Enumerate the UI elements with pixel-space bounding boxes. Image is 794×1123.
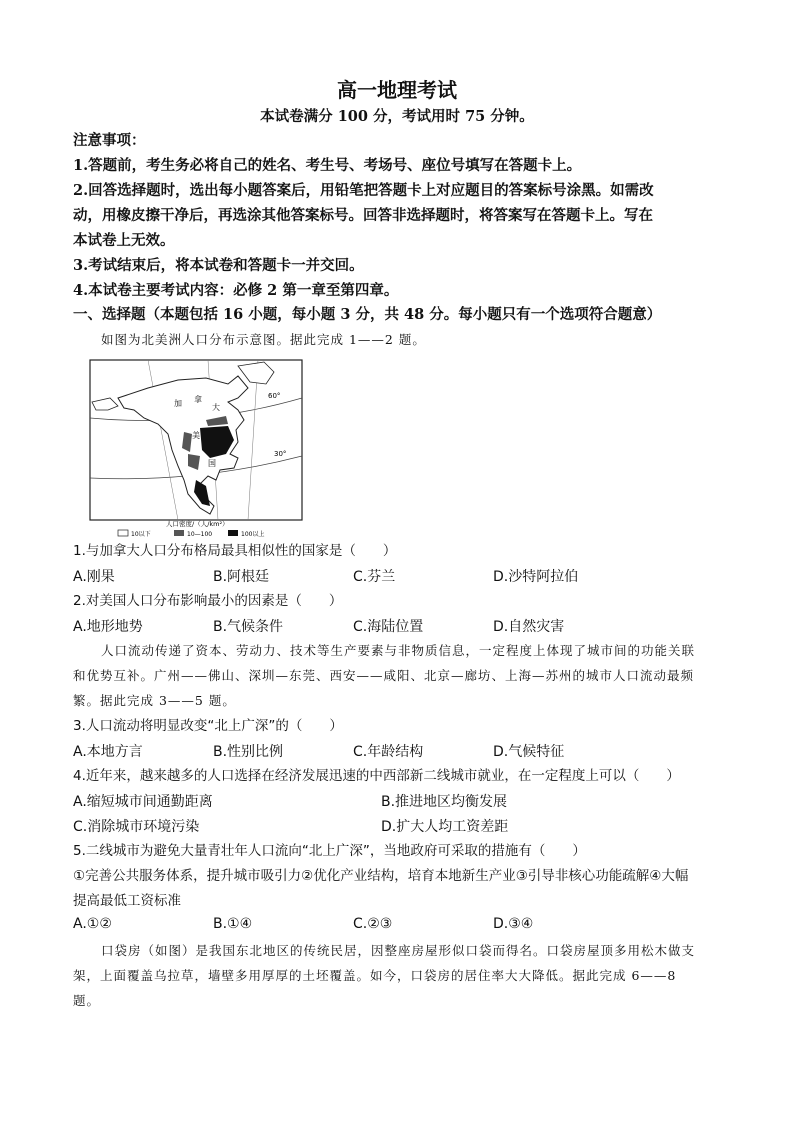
q2-option-d[interactable]: D.自然灾害 <box>493 619 565 635</box>
question-3-options <box>73 741 733 761</box>
intro-q6-8-line-2: 架，上面覆盖乌拉草，墙壁多用厚厚的土坯覆盖。如今，口袋房的居住率大大降低。据此完成 6——8 <box>73 968 677 983</box>
question-1-stem: 1.与加拿大人口分布格局最具相似性的国家是（ ） <box>73 543 397 559</box>
q1-option-b[interactable]: B.阿根廷 <box>213 569 270 585</box>
legend-label-low: 10以下 <box>131 531 151 538</box>
question-4-options-row-1 <box>73 791 733 811</box>
map-label-jia: 加 <box>174 399 182 408</box>
page-title: 高一地理考试 <box>337 78 457 102</box>
map-label-mei: 美 <box>192 431 200 440</box>
notice-item-3: 3.考试结束后，将本试卷和答题卡一并交回。 <box>73 257 364 274</box>
legend-label-mid: 10—100 <box>187 531 213 538</box>
question-2-stem: 2.对美国人口分布影响最小的因素是（ ） <box>73 593 343 609</box>
intro-q3-5-line-1: 人口流动传递了资本、劳动力、技术等生产要素与非物质信息，一定程度上体现了城市间的功能关联 <box>101 643 696 658</box>
q1-option-d[interactable]: D.沙特阿拉伯 <box>493 569 579 585</box>
map-label-guo: 国 <box>208 459 216 468</box>
question-5-options <box>73 916 733 936</box>
q5-option-c[interactable]: C.②③ <box>353 916 393 932</box>
notice-item-2-line-2: 动，用橡皮擦干净后，再选涂其他答案标号。回答非选择题时，将答案写在答题卡上。写在 <box>73 207 653 224</box>
q2-option-c[interactable]: C.海陆位置 <box>353 619 424 635</box>
question-5-stem: 5.二线城市为避免大量青壮年人口流向“北上广深”，当地政府可采取的措施有（ ） <box>73 843 586 859</box>
notice-heading: 注意事项： <box>73 132 146 149</box>
q1-option-c[interactable]: C.芬兰 <box>353 569 396 585</box>
q1-option-a[interactable]: A.刚果 <box>73 569 115 585</box>
lat-30-label: 30° <box>274 450 287 458</box>
intro-q1-2: 如图为北美洲人口分布示意图。据此完成 1——2 题。 <box>101 332 426 347</box>
q4-option-c[interactable]: C.消除城市环境污染 <box>73 819 200 835</box>
question-4-options-row-2 <box>73 816 733 836</box>
notice-item-2-line-3: 本试卷上无效。 <box>73 232 175 249</box>
page-subtitle: 本试卷满分 100 分，考试用时 75 分钟。 <box>260 108 534 125</box>
legend-title: 人口密度/（人/km²） <box>166 520 229 528</box>
north-america-population-map <box>88 358 304 540</box>
question-5-statements-line-2: 提高最低工资标准 <box>73 893 181 909</box>
question-4-stem: 4.近年来，越来越多的人口选择在经济发展迅速的中西部新二线城市就业，在一定程度上可以（ ） <box>73 768 680 784</box>
intro-q6-8-line-3: 题。 <box>73 993 101 1008</box>
legend-label-high: 100以上 <box>241 531 265 538</box>
map-label-da: 大 <box>212 403 220 412</box>
notice-item-4: 4.本试卷主要考试内容：必修 2 第一章至第四章。 <box>73 282 399 299</box>
q5-option-b[interactable]: B.①④ <box>213 916 253 932</box>
question-5-statements-line-1: ①完善公共服务体系，提升城市吸引力②优化产业结构，培育本地新生产业③引导非核心功能疏解④大幅 <box>73 868 689 884</box>
notice-item-1: 1.答题前，考生务必将自己的姓名、考生号、考场号、座位号填写在答题卡上。 <box>73 157 582 174</box>
legend-swatch-low <box>118 530 128 536</box>
intro-q3-5-line-2: 和优势互补。广州——佛山、深圳—东莞、西安——咸阳、北京—廊坊、上海—苏州的城市人口流动最频 <box>73 668 695 683</box>
q4-option-d[interactable]: D.扩大人均工资差距 <box>381 819 509 835</box>
question-2-options <box>73 616 733 636</box>
lat-60-label: 60° <box>268 392 281 400</box>
legend-swatch-high <box>228 530 238 536</box>
q5-option-a[interactable]: A.①② <box>73 916 112 932</box>
q3-option-b[interactable]: B.性别比例 <box>213 744 284 760</box>
legend-swatch-mid <box>174 530 184 536</box>
intro-q6-8-line-1: 口袋房（如图）是我国东北地区的传统民居，因整座房屋形似口袋而得名。口袋房屋顶多用松木做支 <box>101 943 696 958</box>
q3-option-a[interactable]: A.本地方言 <box>73 744 143 760</box>
question-1-options <box>73 566 733 586</box>
question-3-stem: 3.人口流动将明显改变“北上广深”的（ ） <box>73 718 343 734</box>
q3-option-c[interactable]: C.年龄结构 <box>353 744 424 760</box>
intro-q3-5-line-3: 繁。据此完成 3——5 题。 <box>73 693 236 708</box>
q5-option-d[interactable]: D.③④ <box>493 916 534 932</box>
q4-option-a[interactable]: A.缩短城市间通勤距离 <box>73 794 213 810</box>
q2-option-a[interactable]: A.地形地势 <box>73 619 143 635</box>
section-1-heading: 一、选择题（本题包括 16 小题，每小题 3 分，共 48 分。每小题只有一个选项符合题意） <box>73 306 662 323</box>
q4-option-b[interactable]: B.推进地区均衡发展 <box>381 794 508 810</box>
q3-option-d[interactable]: D.气候特征 <box>493 744 565 760</box>
map-label-na: 拿 <box>194 395 202 404</box>
q2-option-b[interactable]: B.气候条件 <box>213 619 284 635</box>
notice-item-2-line-1: 2.回答选择题时，选出每小题答案后，用铅笔把答题卡上对应题目的答案标号涂黑。如需改 <box>73 182 654 199</box>
